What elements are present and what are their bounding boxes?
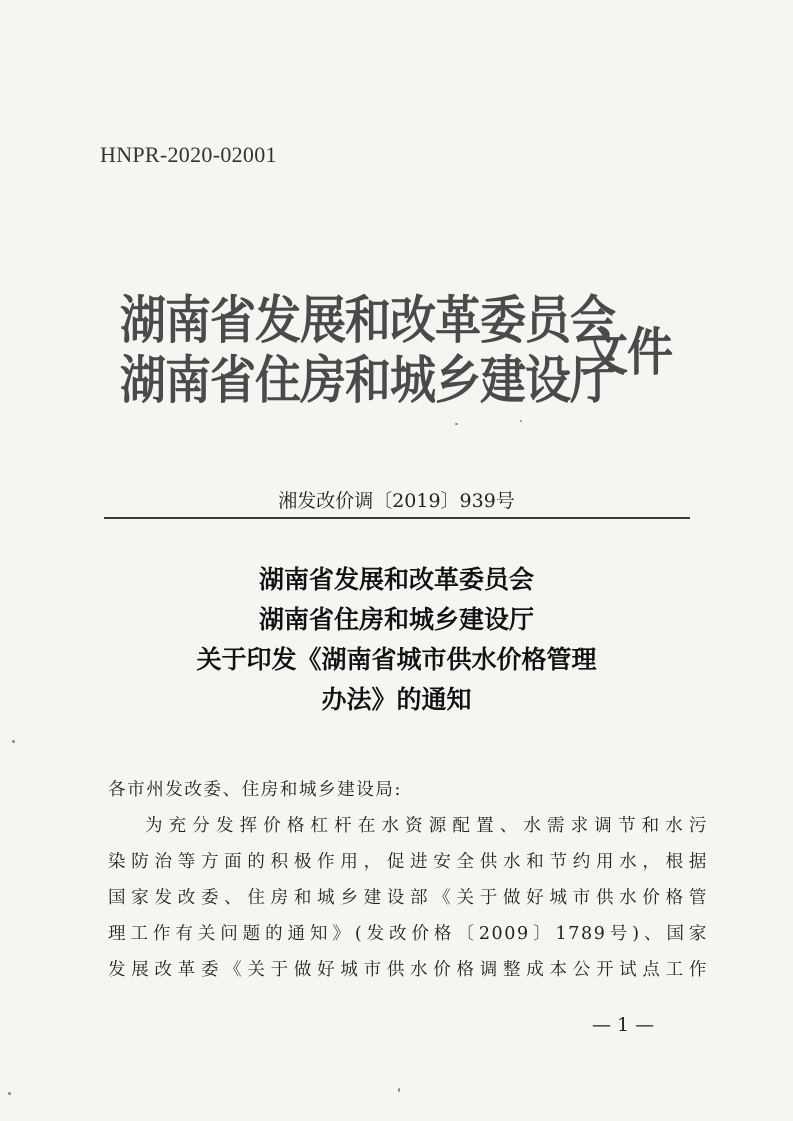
body-line: 理工作有关问题的通知》(发改价格〔2009〕1789号)、国家 <box>108 924 708 944</box>
title-line: 关于印发《湖南省城市供水价格管理 <box>196 645 597 674</box>
addressee: 各市州发改委、住房和城乡建设局: <box>108 780 402 800</box>
body-line: 国家发改委、住房和城乡建设部《关于做好城市供水价格管 <box>108 888 708 908</box>
scan-speck <box>398 1088 400 1092</box>
header-divider <box>104 517 690 519</box>
title-line: 办法》的通知 <box>321 685 472 714</box>
page-number: — 1 — <box>592 1014 655 1036</box>
document-code: HNPR-2020-02001 <box>100 142 277 167</box>
issuer-line-2: 湖南省住房和城乡建设厅 <box>120 350 615 411</box>
title-line: 湖南省发展和改革委员会 <box>258 565 534 594</box>
body-text <box>108 772 708 988</box>
body-line: 为充分发挥价格杠杆在水资源配置、水需求调节和水污 <box>145 816 708 836</box>
body-line: 染防治等方面的积极作用，促进安全供水和节约用水，根据 <box>108 852 708 872</box>
issuer-header <box>120 278 680 428</box>
scan-speck <box>12 740 15 743</box>
body-line: 发展改革委《关于做好城市供水价格调整成本公开试点工作 <box>108 960 708 980</box>
title-line: 湖南省住房和城乡建设厅 <box>258 605 534 634</box>
issuer-line-1: 湖南省发展和改革委员会 <box>120 290 615 351</box>
document-number: 湘发改价调〔2019〕939号 <box>278 490 515 512</box>
issuer-suffix: 文件 <box>582 322 672 383</box>
scan-speck <box>455 423 458 425</box>
scan-speck <box>8 1092 11 1095</box>
scan-speck <box>520 420 522 422</box>
notice-title <box>0 560 793 720</box>
